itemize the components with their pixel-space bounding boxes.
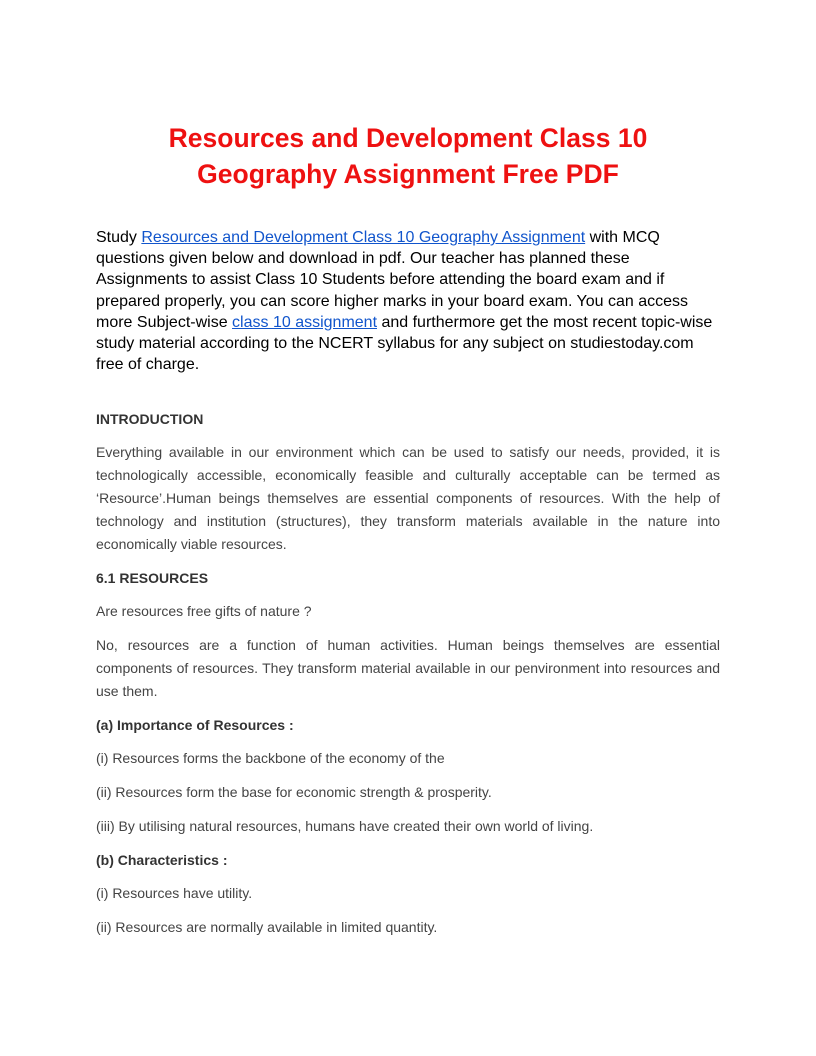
- title-line-1: Resources and Development Class 10: [168, 123, 648, 153]
- intro-paragraph: [96, 227, 720, 375]
- introduction-heading: INTRODUCTION: [96, 411, 204, 427]
- resources-heading: 6.1 RESOURCES: [96, 570, 209, 586]
- intro-suffix: and furthermore get the most recent topic-wise study material according to the NCERT syllabus for any subject on studiestoday.com free of charge.: [96, 313, 713, 374]
- class-10-assignment-link[interactable]: class 10 assignment: [232, 313, 378, 331]
- resources-answer: No, resources are a function of human activities. Human beings themselves are essential components of resources. They transform material available in our penvironment into resources and use them.: [96, 637, 720, 699]
- characteristics-heading: (b) Characteristics :: [96, 852, 228, 868]
- intro-middle: with MCQ questions given below and download in pdf. Our teacher has planned these Assignments to assist Class 10 Students before attending the board exam and if prepared properly, you can score higher marks in your board exam. You can access more Subject-wise: [96, 229, 689, 331]
- importance-item: (i) Resources forms the backbone of the economy of the: [96, 750, 445, 766]
- document-header: [96, 120, 720, 375]
- intro-prefix: Study: [96, 229, 142, 246]
- document-title: [96, 120, 720, 192]
- importance-heading: (a) Importance of Resources :: [96, 717, 294, 733]
- characteristics-item: (ii) Resources are normally available in limited quantity.: [96, 919, 438, 935]
- characteristics-item: (i) Resources have utility.: [96, 885, 253, 901]
- introduction-text: Everything available in our environment which can be used to satisfy our needs, provided, it is technologically accessible, economically feasible and culturally acceptable can be termed as ‘Resource’.Human beings themselves are essential components of resources. With the help of technology and institution (structures), they transform materials available in the nature into economically viable resources.: [96, 444, 720, 552]
- resources-question: Are resources free gifts of nature ?: [96, 603, 312, 619]
- importance-item: (iii) By utilising natural resources, humans have created their own world of living.: [96, 818, 594, 834]
- title-line-2: Geography Assignment Free PDF: [197, 159, 619, 189]
- importance-item: (ii) Resources form the base for economic strength & prosperity.: [96, 784, 492, 800]
- assignment-link[interactable]: Resources and Development Class 10 Geography Assignment: [141, 229, 586, 246]
